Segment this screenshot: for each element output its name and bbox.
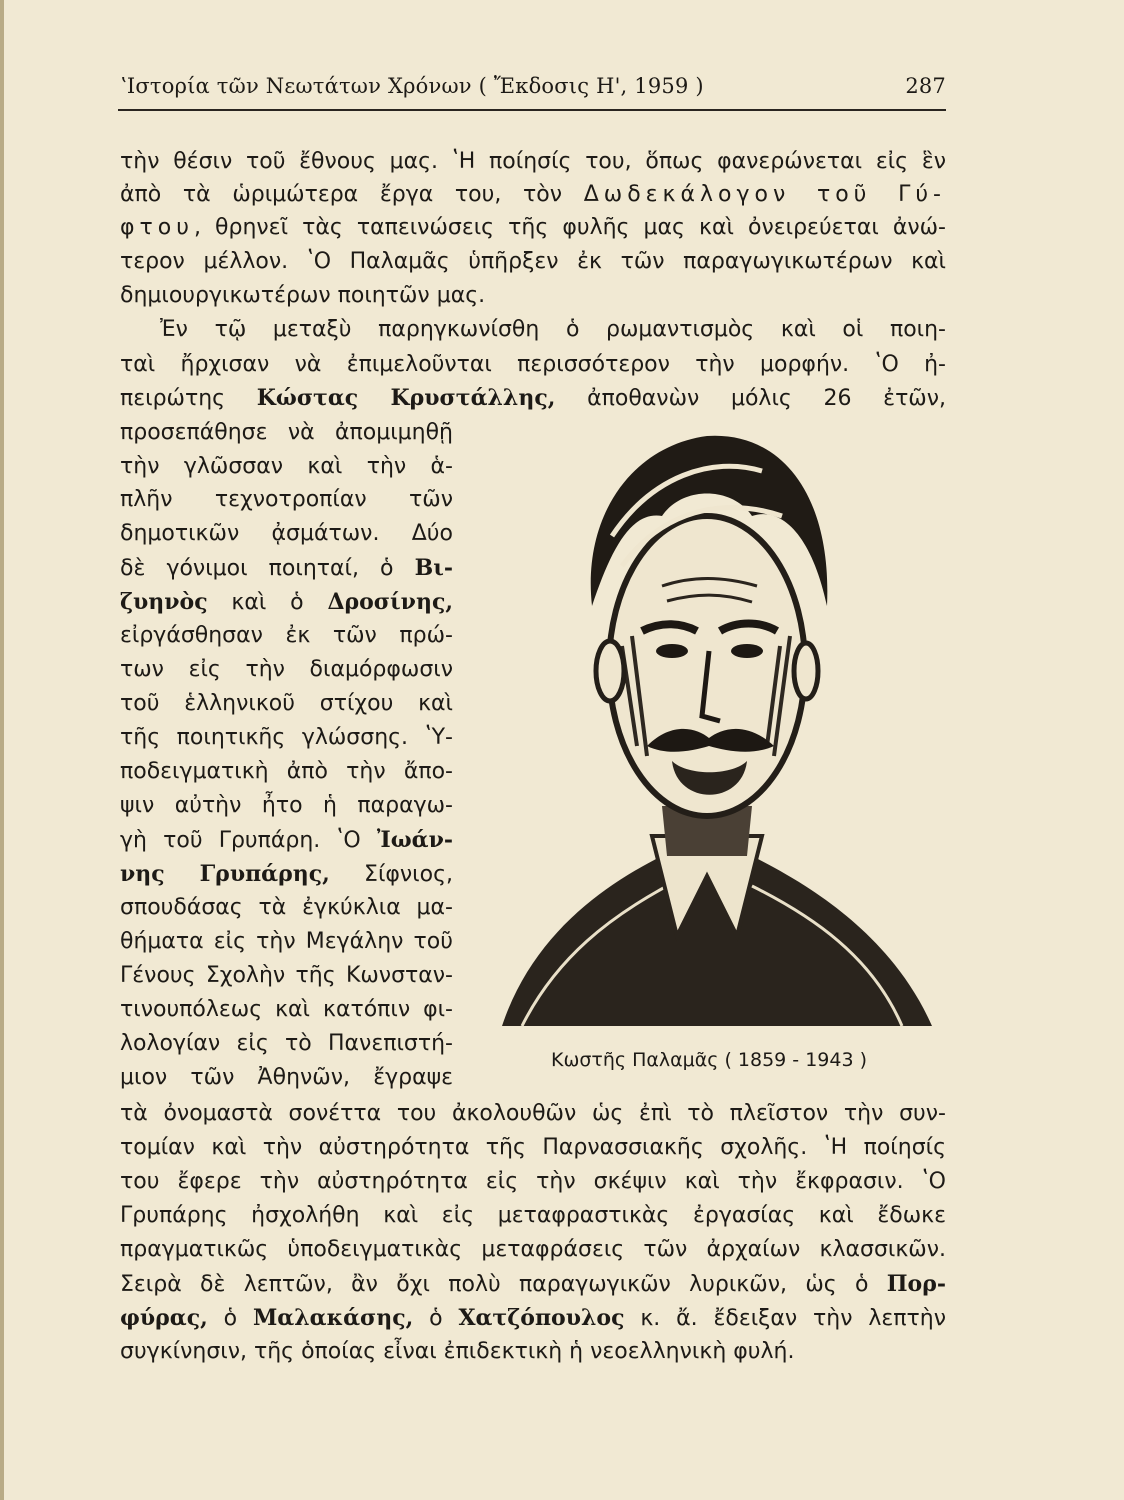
text-line: τινουπόλεως καὶ κατόπιν φι- bbox=[120, 997, 453, 1022]
text-line: τομίαν καὶ τὴν αὐστηρότητα τῆς Παρνασσιακῆς σχολῆς. ʽΗ ποίησίς bbox=[120, 1135, 946, 1160]
text-line: Ἐν τῷ μεταξὺ παρηγκωνίσθη ὁ ρωμαντισμὸς καὶ οἱ ποιη- bbox=[160, 317, 946, 342]
text-line: ζυηνὸς καὶ ὁ Δροσίνης, bbox=[120, 589, 453, 615]
text-line: τῆς ποιητικῆς γλώσσης. ʽΥ- bbox=[120, 725, 453, 750]
text-line: Σειρὰ δὲ λεπτῶν, ἂν ὄχι πολὺ παραγωγικῶν λυρικῶν, ὡς ὁ Πορ- bbox=[120, 1271, 946, 1297]
text-line: Γένους Σχολὴν τῆς Κωνσταν- bbox=[120, 963, 453, 988]
text-line: τερον μέλλον. ʽΟ Παλαμᾶς ὑπῆρξεν ἐκ τῶν παραγωγικωτέρων καὶ bbox=[120, 249, 946, 274]
portrait-illustration bbox=[462, 416, 956, 1040]
page-number: 287 bbox=[905, 74, 946, 98]
text-line: θήματα εἰς τὴν Μεγάλην τοῦ bbox=[120, 929, 453, 954]
text-line: πειρώτης Κώστας Κρυστάλλης, ἀποθανὼν μόλις 26 ἐτῶν, bbox=[120, 385, 947, 411]
text-line: φτου, θρηνεῖ τὰς ταπεινώσεις τῆς φυλῆς μας καὶ ὀνειρεύεται ἀνώ- bbox=[120, 215, 946, 240]
text-line: των εἰς τὴν διαμόρφωσιν bbox=[120, 657, 453, 682]
running-head bbox=[120, 74, 946, 108]
text-line: τὴν γλῶσσαν καὶ τὴν ἁ- bbox=[120, 454, 453, 479]
text-line: τοῦ ἑλληνικοῦ στίχου καὶ bbox=[120, 691, 453, 716]
text-line: λολογίαν εἰς τὸ Πανεπιστή- bbox=[120, 1031, 453, 1056]
running-head-title: ʽΙστορία τῶν Νεωτάτων Χρόνων ( Ἔκδοσις Η', 1959 ) bbox=[120, 74, 704, 98]
header-rule bbox=[118, 109, 946, 111]
text-line: ταὶ ἤρχισαν νὰ ἐπιμελοῦνται περισσότερον τὴν μορφήν. ʽΟ ἠ- bbox=[120, 352, 946, 377]
text-line: πλῆν τεχνοτροπίαν τῶν bbox=[120, 487, 453, 512]
text-line: μιον τῶν Ἀθηνῶν, ἔγραψε bbox=[120, 1065, 453, 1090]
text-line: δημοτικῶν ᾀσμάτων. Δύο bbox=[120, 521, 453, 546]
figure-caption: Κωστῆς Παλαμᾶς ( 1859 - 1943 ) bbox=[550, 1049, 867, 1071]
text-line: τὴν θέσιν τοῦ ἔθνους μας. ʽΗ ποίησίς του, ὅπως φανερώνεται εἰς ἓν bbox=[120, 149, 946, 174]
text-line: ποδειγματικὴ ἀπὸ τὴν ἄπο- bbox=[120, 759, 453, 784]
text-line: σπουδάσας τὰ ἐγκύκλια μα- bbox=[120, 895, 453, 920]
text-line: ψιν αὐτὴν ἦτο ἡ παραγω- bbox=[120, 793, 453, 818]
text-line: τὰ ὀνομαστὰ σονέττα του ἀκολουθῶν ὡς ἐπὶ τὸ πλεῖστον τὴν συν- bbox=[120, 1101, 946, 1126]
text-line: συγκίνησιν, τῆς ὁποίας εἶναι ἐπιδεκτικὴ ἡ νεοελληνικὴ φυλή. bbox=[120, 1339, 795, 1364]
text-line: φύρας, ὁ Μαλακάσης, ὁ Χατζόπουλος κ. ἄ. ἔδειξαν τὴν λεπτὴν bbox=[120, 1305, 947, 1331]
text-line: νης Γρυπάρης, Σίφνιος, bbox=[120, 861, 453, 887]
text-line: προσεπάθησε νὰ ἀπομιμηθῇ bbox=[120, 420, 453, 445]
page-edge bbox=[0, 0, 4, 1500]
text-line: του ἔφερε τὴν αὐστηρότητα εἰς τὴν σκέψιν καὶ τὴν ἔκφρασιν. ʽΟ bbox=[120, 1169, 946, 1194]
text-line: δημιουργικωτέρων ποιητῶν μας. bbox=[120, 283, 486, 308]
text-line: δὲ γόνιμοι ποιηταί, ὁ Βι- bbox=[120, 555, 453, 581]
text-line: ἀπὸ τὰ ὡριμώτερα ἔργα του, τὸν Δωδεκάλογον τοῦ Γύ- bbox=[120, 182, 946, 207]
text-line: εἰργάσθησαν ἐκ τῶν πρώ- bbox=[120, 623, 453, 648]
text-line: Γρυπάρης ἠσχολήθη καὶ εἰς μεταφραστικὰς ἐργασίας καὶ ἔδωκε bbox=[120, 1203, 946, 1228]
text-line: γὴ τοῦ Γρυπάρη. ʽΟ Ἰωάν- bbox=[120, 827, 453, 853]
text-line: πραγματικῶς ὑποδειγματικὰς μεταφράσεις τῶν ἀρχαίων κλασσικῶν. bbox=[120, 1237, 946, 1262]
